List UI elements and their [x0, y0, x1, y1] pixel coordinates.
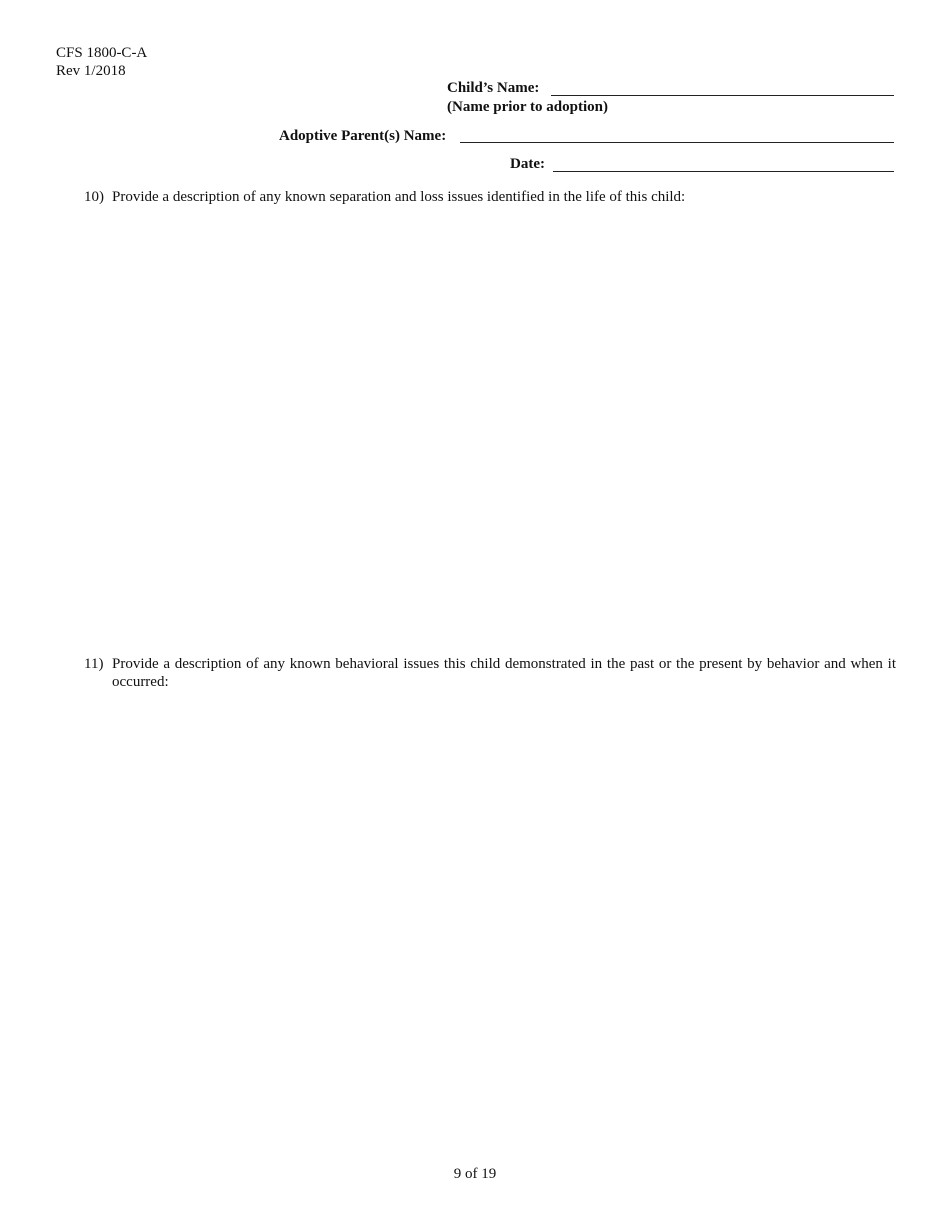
question-text: Provide a description of any known separation and loss issues identified in the life of this child: [112, 189, 686, 205]
date-label: Date: [510, 156, 545, 172]
form-revision: Rev 1/2018 [56, 63, 126, 79]
question-number: 11) [84, 656, 104, 672]
form-number: CFS 1800-C-A [56, 45, 148, 61]
question-11-answer-area[interactable] [112, 696, 894, 1146]
question-10-answer-area[interactable] [112, 210, 894, 640]
date-field[interactable] [553, 171, 894, 172]
question-11 [84, 655, 896, 691]
adoptive-parent-field[interactable] [460, 142, 894, 143]
adoptive-parent-label: Adoptive Parent(s) Name: [279, 128, 447, 144]
child-name-field[interactable] [551, 95, 894, 96]
form-identifier [56, 44, 147, 80]
child-name-label: Child’s Name: [447, 80, 540, 96]
question-text: Provide a description of any known behavioral issues this child demonstrated in the past or the present by behavior and when it occurred: [112, 656, 896, 690]
question-10 [84, 188, 896, 206]
page-number: 9 of 19 [453, 1166, 497, 1182]
child-name-note: (Name prior to adoption) [447, 99, 608, 115]
question-number: 10) [84, 189, 104, 205]
